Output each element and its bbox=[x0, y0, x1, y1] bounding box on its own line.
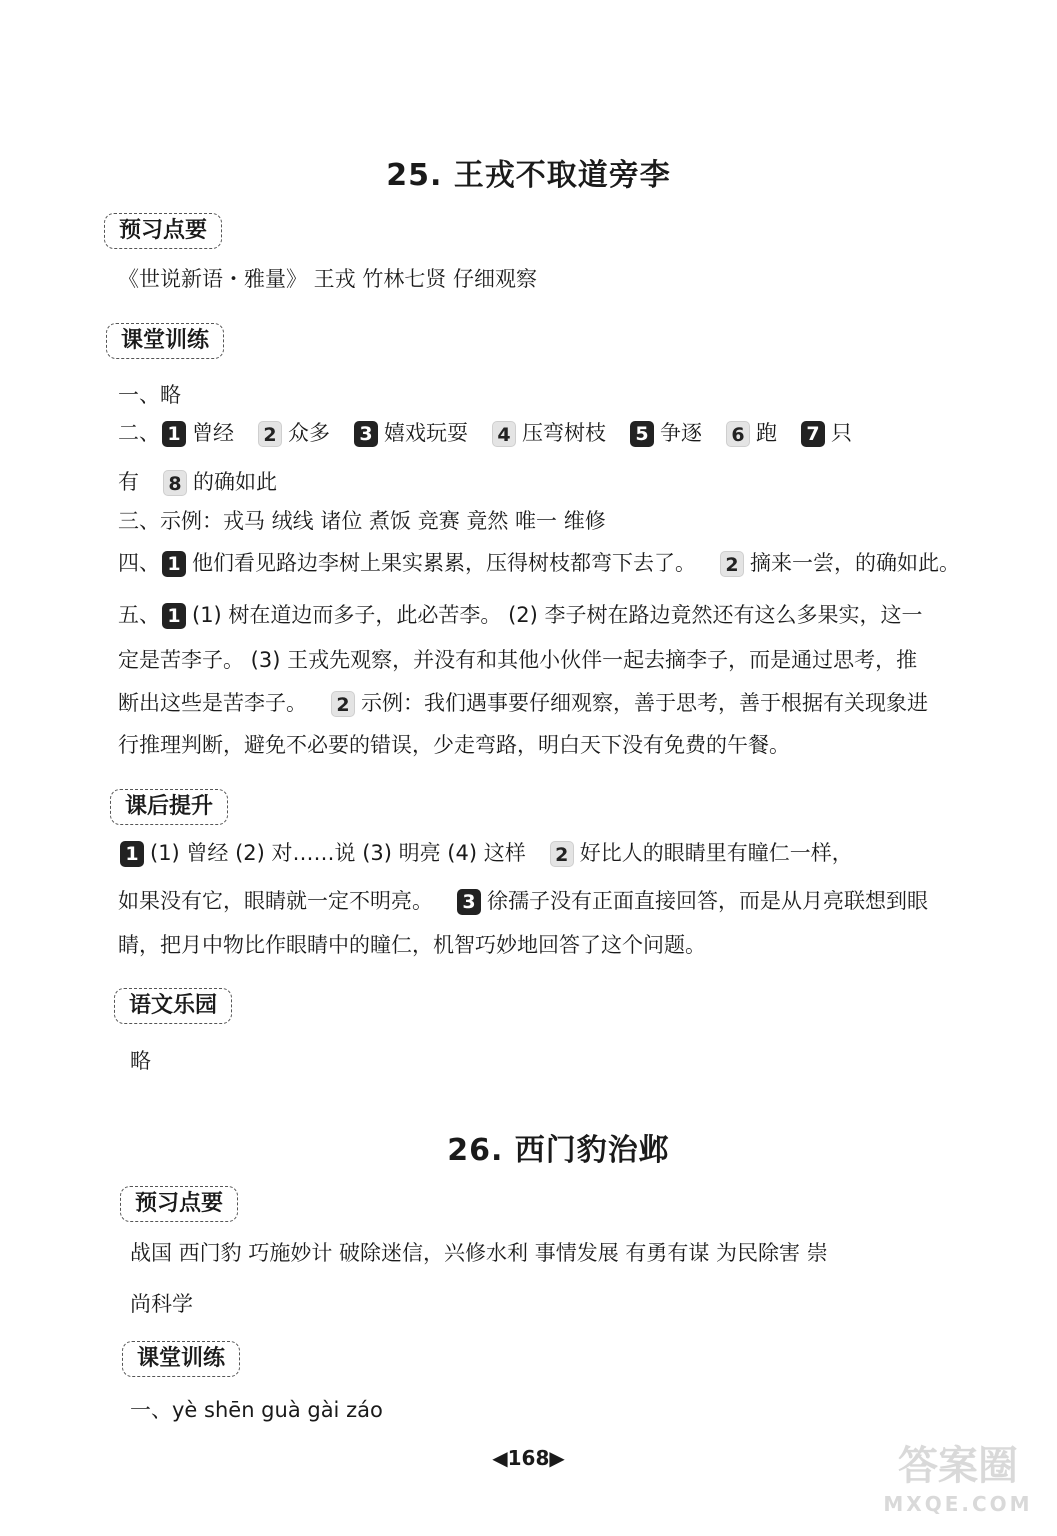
q2-item: 跑 bbox=[756, 421, 777, 445]
q5-line4: 行推理判断，避免不必要的错误，少走弯路，明白天下没有免费的午餐。 bbox=[118, 733, 790, 757]
garden-label-25: 语文乐园 bbox=[114, 988, 232, 1024]
q2-cont-a: 有 bbox=[118, 470, 139, 494]
q1-26-pinyin: yè shēn guà gài záo bbox=[172, 1398, 383, 1422]
q5-line3a: 断出这些是苦李子。 bbox=[118, 691, 307, 715]
class-label-26: 课堂训练 bbox=[122, 1341, 240, 1377]
q1-26-prefix: 一、 bbox=[130, 1398, 172, 1422]
after-line3: 睛，把月中物比作眼睛中的瞳仁，机智巧妙地回答了这个问题。 bbox=[118, 933, 706, 957]
q5-line1 bbox=[118, 600, 923, 630]
q2-item: 争逐 bbox=[660, 421, 702, 445]
prev-arrow-icon: ◀ bbox=[492, 1446, 508, 1470]
q5-text: (1) 树在道边而多子，此必苦李。 (2) 李子树在路边竟然还有这么多果实，这一 bbox=[192, 603, 923, 627]
preview-label-25: 预习点要 bbox=[104, 213, 222, 249]
q2-cont-line bbox=[118, 467, 277, 497]
q3-line: 三、示例：戎马 绒线 诸位 煮饭 竞赛 竟然 唯一 维修 bbox=[118, 509, 606, 533]
q5-line3 bbox=[118, 688, 928, 718]
watermark bbox=[868, 1440, 1048, 1530]
num-badge: 1 bbox=[162, 551, 186, 577]
num-badge: 4 bbox=[492, 421, 516, 447]
q2-item: 压弯树枝 bbox=[522, 421, 606, 445]
num-badge: 5 bbox=[630, 421, 654, 447]
q2-cont-b: 的确如此 bbox=[193, 470, 277, 494]
after-line1a: (1) 曾经 (2) 对……说 (3) 明亮 (4) 这样 bbox=[150, 841, 526, 865]
q5-line2: 定是苦李子。 (3) 王戎先观察，并没有和其他小伙伴一起去摘李子，而是通过思考，推 bbox=[118, 648, 918, 672]
q2-item: 只 bbox=[831, 421, 852, 445]
after-label-25: 课后提升 bbox=[110, 789, 228, 825]
q2-item: 曾经 bbox=[192, 421, 234, 445]
preview-label-26: 预习点要 bbox=[120, 1186, 238, 1222]
num-badge: 3 bbox=[457, 889, 481, 915]
q4-b: 摘来一尝，的确如此。 bbox=[750, 551, 960, 575]
q4-a: 他们看见路边李树上果实累累，压得树枝都弯下去了。 bbox=[192, 551, 696, 575]
num-badge: 7 bbox=[801, 421, 825, 447]
q1-line: 一、略 bbox=[118, 383, 181, 407]
q2-item: 众多 bbox=[288, 421, 330, 445]
q2-line bbox=[118, 418, 852, 448]
q2-prefix: 二、 bbox=[118, 421, 160, 445]
after-line2b: 徐孺子没有正面直接回答，而是从月亮联想到眼 bbox=[487, 889, 928, 913]
num-badge: 1 bbox=[120, 841, 144, 867]
num-badge: 6 bbox=[726, 421, 750, 447]
num-badge: 2 bbox=[258, 421, 282, 447]
after-line1 bbox=[118, 838, 853, 868]
preview-line2-26: 尚科学 bbox=[130, 1292, 193, 1316]
lesson26-title: 26. 西门豹治邺 bbox=[447, 1133, 670, 1168]
preview-text-25: 《世说新语・雅量》 王戎 竹林七贤 仔细观察 bbox=[118, 267, 538, 291]
num-badge: 1 bbox=[162, 603, 186, 629]
next-arrow-icon: ▶ bbox=[549, 1446, 565, 1470]
watermark-top: 答案圈 bbox=[898, 1443, 1018, 1489]
watermark-bottom: MXQE.COM bbox=[883, 1492, 1033, 1516]
q2-item: 嬉戏玩耍 bbox=[384, 421, 468, 445]
after-line2a: 如果没有它，眼睛就一定不明亮。 bbox=[118, 889, 433, 913]
num-badge: 2 bbox=[550, 841, 574, 867]
page-number-text: 168 bbox=[507, 1446, 550, 1470]
garden-text: 略 bbox=[130, 1049, 151, 1073]
num-badge: 2 bbox=[720, 551, 744, 577]
num-badge: 1 bbox=[162, 421, 186, 447]
num-badge: 2 bbox=[331, 691, 355, 717]
q4-line bbox=[118, 548, 960, 578]
q5-line3b: 示例：我们遇事要仔细观察，善于思考，善于根据有关现象进 bbox=[361, 691, 928, 715]
preview-line1-26: 战国 西门豹 巧施妙计 破除迷信，兴修水利 事情发展 有勇有谋 为民除害 崇 bbox=[130, 1241, 828, 1265]
num-badge: 3 bbox=[354, 421, 378, 447]
after-line1b: 好比人的眼睛里有瞳仁一样， bbox=[579, 841, 853, 865]
q1-26-line bbox=[130, 1395, 383, 1425]
num-badge: 8 bbox=[163, 470, 187, 496]
q4-prefix: 四、 bbox=[118, 551, 160, 575]
lesson25-title: 25. 王戎不取道旁李 bbox=[386, 158, 671, 193]
q5-prefix: 五、 bbox=[118, 603, 160, 627]
class-label-25: 课堂训练 bbox=[106, 323, 224, 359]
after-line2 bbox=[118, 886, 928, 916]
